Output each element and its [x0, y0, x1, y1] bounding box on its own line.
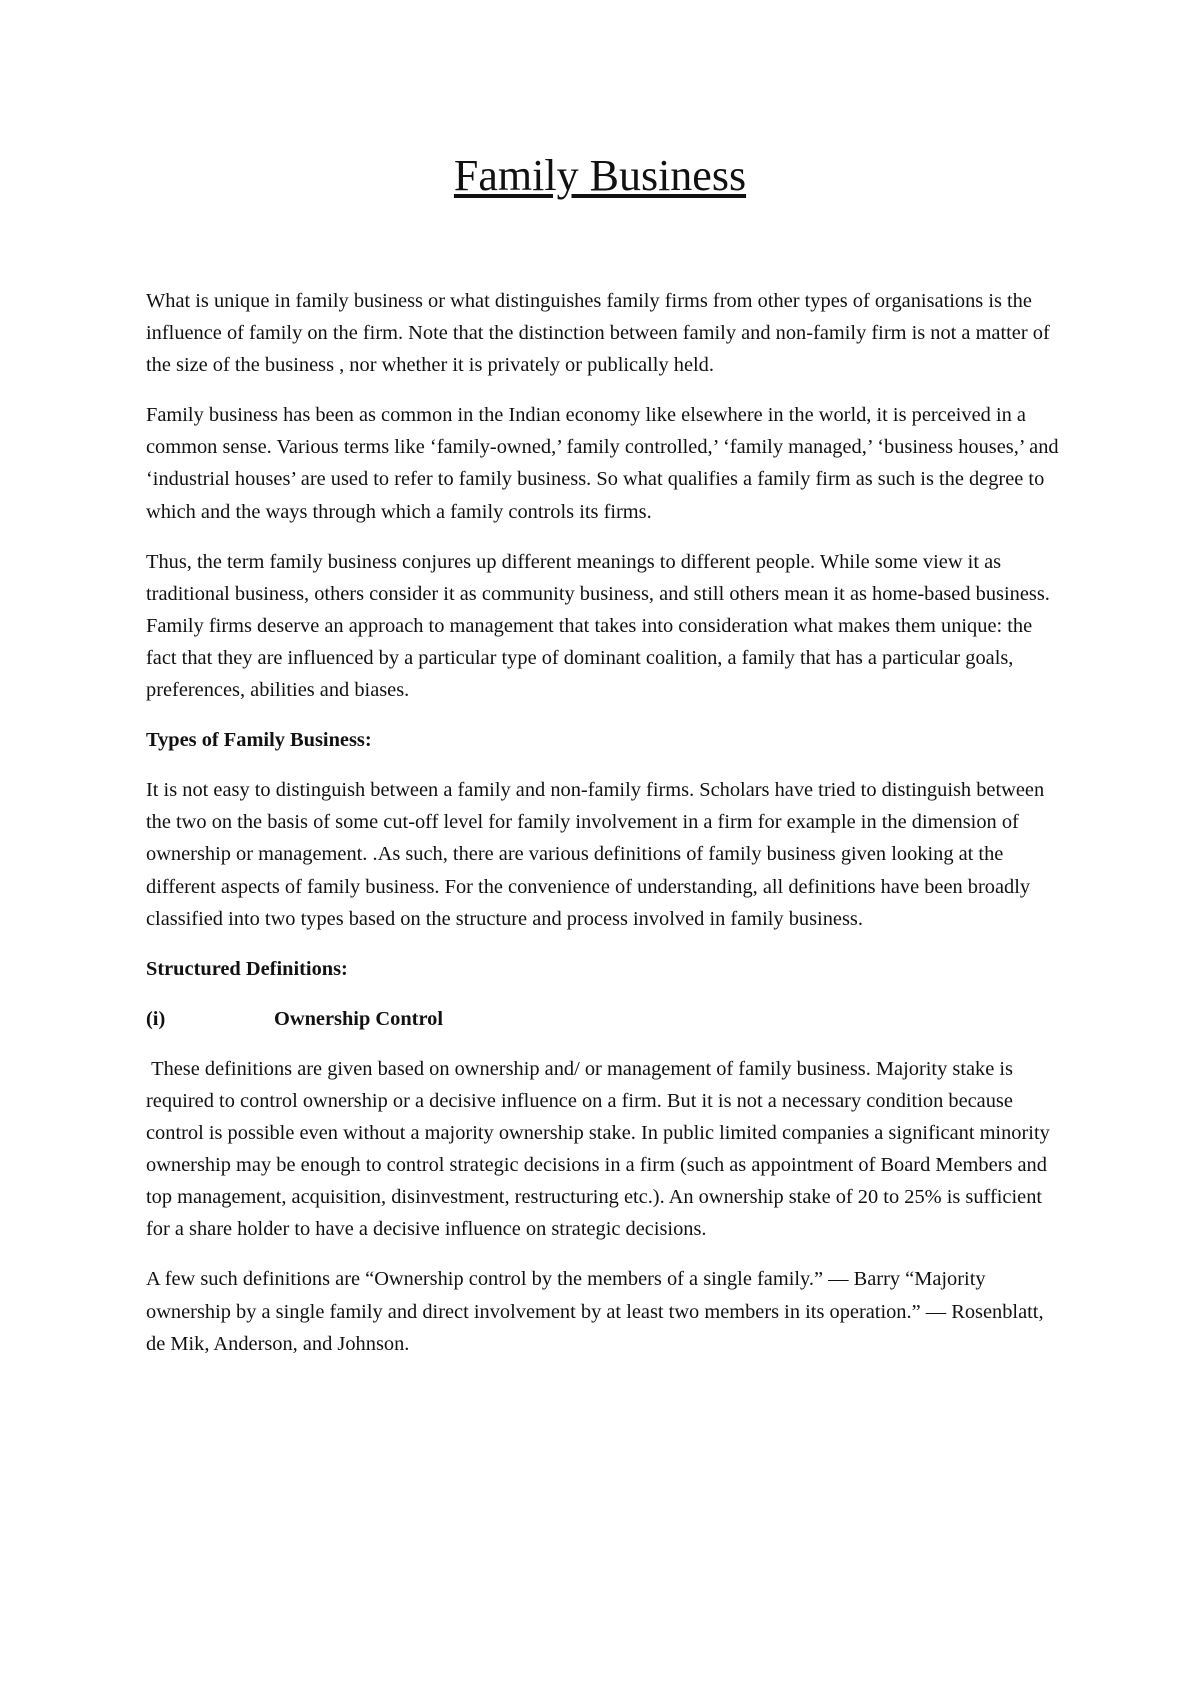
- paragraph-meanings: Thus, the term family business conjures up different meanings to different people. While some view it as traditional business, others consider it as community business, and still others mean it as home-based business. Family firms deserve an approach to management that takes into consideration what makes them unique: the fact that they are influenced by a particular type of dominant coalition, a family that has a particular goals, preferences, abilities and biases.: [146, 550, 1050, 702]
- subsection-heading-ownership: [146, 1003, 1066, 1035]
- paragraph-common: Family business has been as common in the Indian economy like elsewhere in the world, it is perceived in a common sense. Various terms like ‘family-owned,’ family controlled,’ ‘family managed,’ ‘business houses,’ and ‘industrial houses’ are used to refer to family business. So what qualifies a family firm as such is the degree to which and the ways through which a family controls its firms.: [146, 404, 1059, 523]
- paragraph-ownership: These definitions are given based on ownership and/ or management of family business. Majority stake is required to control ownership or a decisive influence on a firm. But it is not a necessary condition because control is possible even without a majority ownership stake. In public limited companies a significant minority ownership may be enough to control strategic decisions in a firm (such as appointment of Board Members and top management, acquisition, disinvestment, restructuring etc.). An ownership stake of 20 to 25% is sufficient for a share holder to have a decisive influence on strategic decisions.: [146, 1057, 1055, 1241]
- paragraph-distinguish: It is not easy to distinguish between a family and non-family firms. Scholars have tried to distinguish between the two on the basis of some cut-off level for family involvement in a firm for example in the dimension of ownership or management. .As such, there are various definitions of family business given looking at the different aspects of family business. For the convenience of understanding, all definitions have been broadly classified into two types based on the structure and process involved in family business.: [146, 779, 1045, 930]
- paragraph-definitions: A few such definitions are “Ownership control by the members of a single family.” — Barry “Majority ownership by a single family and direct involvement by at least two members in its operation.” — Rosenblatt, de Mik, Anderson, and Johnson.: [146, 1268, 1044, 1355]
- section-heading-types: Types of Family Business:: [146, 729, 372, 752]
- paragraph-intro: What is unique in family business or what distinguishes family firms from other types of organisations is the influence of family on the firm. Note that the distinction between family and non-family firm is not a matter of the size of the business , nor whether it is privately or publically held.: [146, 290, 1050, 377]
- section-heading-structured: Structured Definitions:: [146, 957, 348, 980]
- subsection-title: Ownership Control: [274, 1007, 443, 1030]
- document-title: Family Business: [453, 151, 747, 200]
- subsection-number: (i): [146, 1007, 166, 1030]
- document-body: [146, 285, 1066, 1378]
